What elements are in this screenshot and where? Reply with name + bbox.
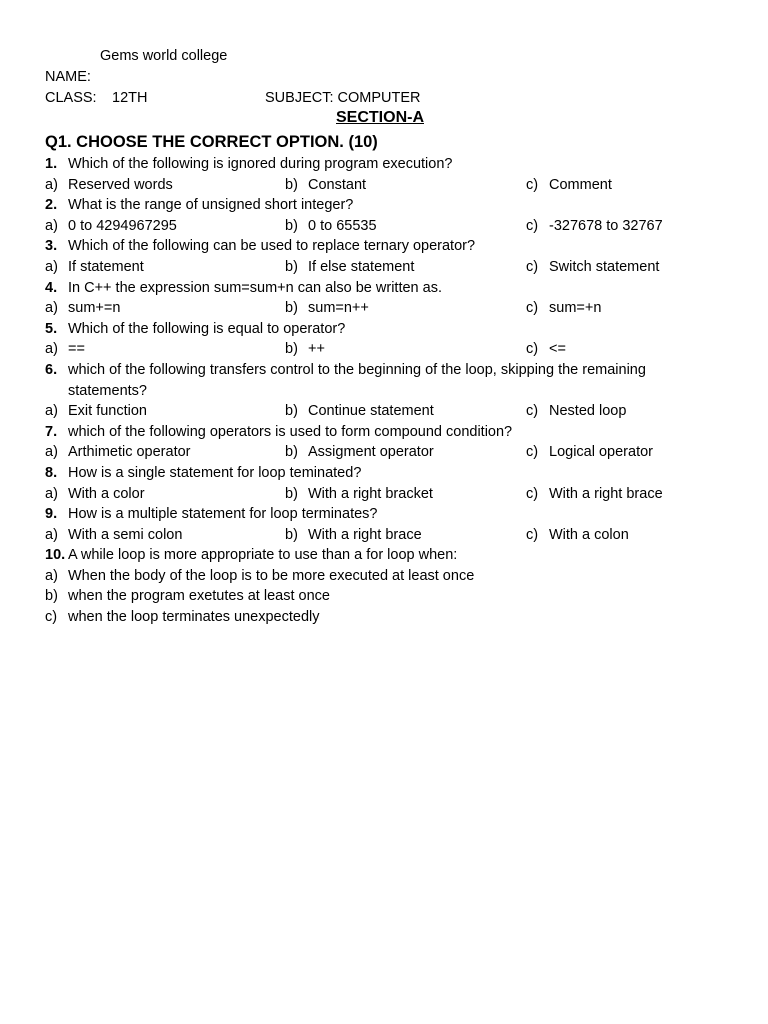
option-letter: a) bbox=[45, 341, 58, 358]
question-text: Which of the following can be used to replace ternary operator? bbox=[68, 238, 476, 255]
option-text: With a right brace bbox=[308, 526, 422, 543]
question-row bbox=[45, 463, 725, 484]
option-letter: b) bbox=[285, 485, 298, 502]
option-letter: a) bbox=[45, 300, 58, 317]
question-number: 8. bbox=[45, 464, 58, 481]
option-text: 0 to 65535 bbox=[308, 217, 377, 234]
option-text: With a color bbox=[68, 485, 145, 502]
option-text: When the body of the loop is to be more executed at least once bbox=[68, 567, 475, 584]
question-number: 5. bbox=[45, 320, 58, 337]
question-row bbox=[45, 545, 725, 566]
option-letter: c) bbox=[526, 485, 539, 502]
option-letter: a) bbox=[45, 403, 58, 420]
section-heading: SECTION-A bbox=[336, 109, 424, 126]
question-number: 4. bbox=[45, 279, 58, 296]
option-letter: b) bbox=[285, 526, 298, 543]
question-row bbox=[45, 319, 725, 340]
option-text: With a semi colon bbox=[68, 526, 183, 543]
option-row bbox=[45, 339, 725, 360]
question-row bbox=[45, 278, 725, 299]
option-text: Logical operator bbox=[549, 444, 653, 461]
option-text: sum=+n bbox=[549, 300, 602, 317]
option-letter: c) bbox=[526, 176, 539, 193]
option-text: Arthimetic operator bbox=[68, 444, 191, 461]
option-text: If else statement bbox=[308, 258, 415, 275]
option-letter: c) bbox=[526, 403, 539, 420]
question-text: In C++ the expression sum=sum+n can also be written as. bbox=[68, 279, 442, 296]
option-letter: c) bbox=[526, 258, 539, 275]
option-text: Exit function bbox=[68, 403, 147, 420]
question-row bbox=[45, 195, 725, 216]
option-text: sum+=n bbox=[68, 300, 121, 317]
option-row bbox=[45, 566, 725, 587]
option-letter: c) bbox=[526, 300, 539, 317]
option-text: If statement bbox=[68, 258, 144, 275]
option-letter: b) bbox=[285, 258, 298, 275]
option-row bbox=[45, 484, 725, 505]
option-text: when the loop terminates unexpectedly bbox=[68, 609, 320, 626]
question-list bbox=[45, 154, 725, 628]
option-text: ++ bbox=[308, 341, 325, 358]
name-label: NAME: bbox=[45, 69, 91, 85]
option-letter: a) bbox=[45, 258, 58, 275]
question-row bbox=[45, 236, 725, 257]
option-text: -327678 to 32767 bbox=[549, 217, 663, 234]
option-text: 0 to 4294967295 bbox=[68, 217, 177, 234]
question-number: 3. bbox=[45, 238, 58, 255]
question-group-title: Q1. CHOOSE THE CORRECT OPTION. (10) bbox=[45, 133, 378, 151]
option-letter: a) bbox=[45, 444, 58, 461]
option-text: Assigment operator bbox=[308, 444, 434, 461]
option-row bbox=[45, 175, 725, 196]
question-number: 1. bbox=[45, 156, 58, 172]
question-number: 7. bbox=[45, 423, 58, 440]
option-row bbox=[45, 586, 725, 607]
option-row bbox=[45, 401, 725, 422]
question-number: 6. bbox=[45, 361, 58, 378]
option-letter: b) bbox=[285, 176, 298, 193]
option-letter: c) bbox=[526, 217, 539, 234]
option-text: With a right bracket bbox=[308, 485, 433, 502]
option-row bbox=[45, 442, 725, 463]
option-text: With a right brace bbox=[549, 485, 663, 502]
question-row bbox=[45, 422, 725, 443]
question-text: How is a multiple statement for loop terminates? bbox=[68, 506, 378, 523]
question-text: Which of the following is ignored during program execution? bbox=[68, 156, 453, 172]
option-text: Constant bbox=[308, 176, 367, 193]
option-row bbox=[45, 525, 725, 546]
option-text: Switch statement bbox=[549, 258, 660, 275]
option-letter: b) bbox=[45, 588, 58, 605]
question-number: 2. bbox=[45, 197, 58, 214]
question-row bbox=[45, 154, 725, 175]
question-text: How is a single statement for loop teminated? bbox=[68, 464, 362, 481]
option-text: == bbox=[68, 341, 85, 358]
option-text: Reserved words bbox=[68, 176, 173, 193]
class-label: CLASS: bbox=[45, 90, 97, 106]
option-text: Nested loop bbox=[549, 403, 627, 420]
question-text: Which of the following is equal to operator? bbox=[68, 320, 346, 337]
option-text: Continue statement bbox=[308, 403, 434, 420]
option-row bbox=[45, 607, 725, 628]
question-text: which of the following operators is used to form compound condition? bbox=[68, 423, 513, 440]
option-row bbox=[45, 257, 725, 278]
option-text: With a colon bbox=[549, 526, 629, 543]
option-letter: b) bbox=[285, 217, 298, 234]
option-row bbox=[45, 298, 725, 319]
school-name: Gems world college bbox=[100, 48, 228, 64]
option-letter: c) bbox=[526, 526, 539, 543]
option-text: <= bbox=[549, 341, 566, 358]
question-row bbox=[45, 504, 725, 525]
option-letter: b) bbox=[285, 403, 298, 420]
option-letter: a) bbox=[45, 485, 58, 502]
option-letter: c) bbox=[526, 444, 539, 461]
question-text: What is the range of unsigned short integer? bbox=[68, 197, 354, 214]
option-letter: b) bbox=[285, 341, 298, 358]
option-letter: a) bbox=[45, 567, 58, 584]
option-letter: a) bbox=[45, 217, 58, 234]
option-letter: c) bbox=[45, 609, 58, 626]
question-text: A while loop is more appropriate to use than a for loop when: bbox=[68, 547, 458, 564]
option-row bbox=[45, 216, 725, 237]
option-letter: c) bbox=[526, 341, 539, 358]
question-number: 10. bbox=[45, 547, 66, 564]
subject-label: SUBJECT: COMPUTER bbox=[265, 90, 421, 106]
option-letter: a) bbox=[45, 526, 58, 543]
question-row bbox=[45, 360, 725, 401]
option-letter: b) bbox=[285, 444, 298, 461]
class-value: 12TH bbox=[112, 90, 148, 106]
question-text: which of the following transfers control to the beginning of the loop, skipping the remaining statements? bbox=[68, 361, 646, 399]
option-text: Comment bbox=[549, 176, 612, 193]
option-text: sum=n++ bbox=[308, 300, 369, 317]
question-number: 9. bbox=[45, 506, 58, 523]
option-letter: b) bbox=[285, 300, 298, 317]
option-letter: a) bbox=[45, 176, 58, 193]
option-text: when the program exetutes at least once bbox=[68, 588, 330, 605]
